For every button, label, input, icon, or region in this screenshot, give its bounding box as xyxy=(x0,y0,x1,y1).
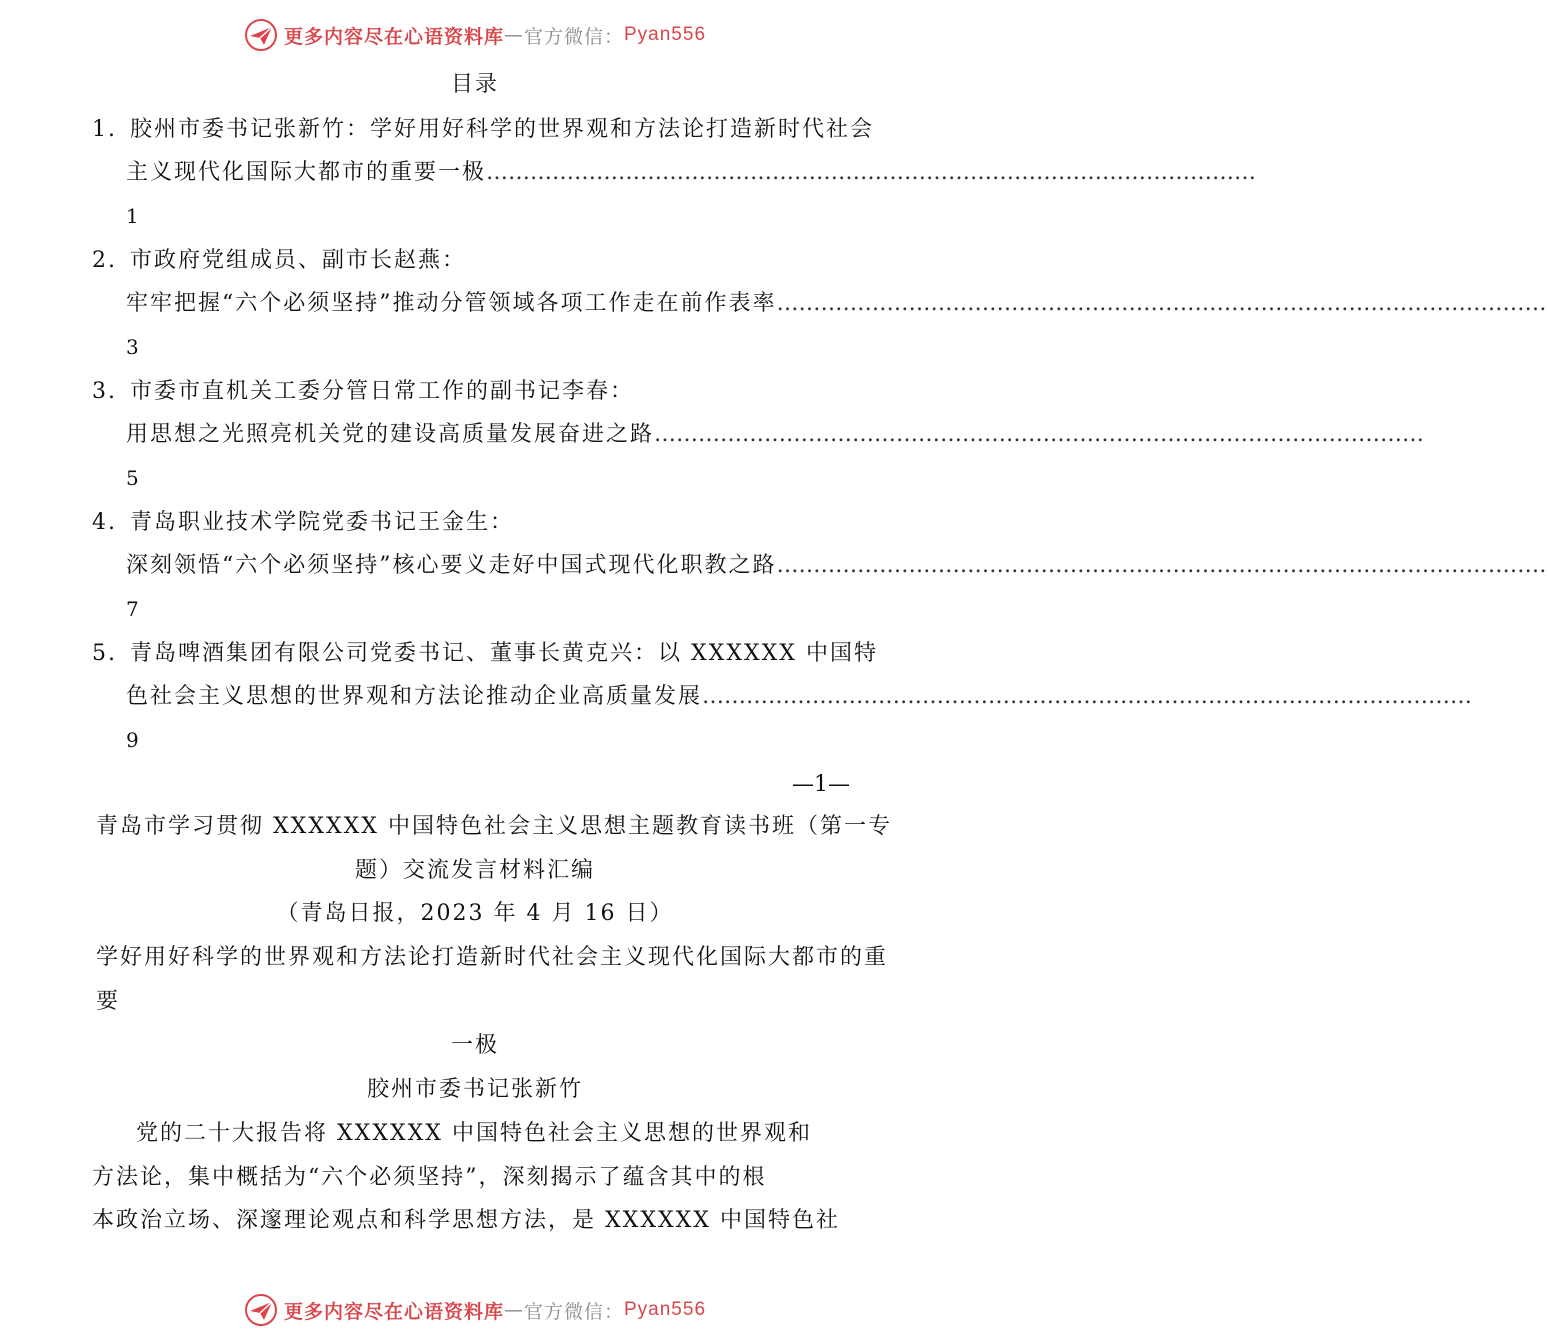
toc-item-page: 1 xyxy=(126,204,139,228)
toc-item-title: 深刻领悟“六个必须坚持”核心要义走好中国式现代化职教之路 xyxy=(126,553,777,578)
toc-item-page: 3 xyxy=(126,335,139,359)
toc-item-title: 牢牢把握“六个必须坚持”推动分管领域各项工作走在前作表率 xyxy=(126,291,777,316)
watermark-wechat-label: 官方微信： xyxy=(523,1300,624,1323)
page-number: —1— xyxy=(792,772,850,797)
toc-item-line1: 青岛啤酒集团有限公司党委书记、董事长黄克兴：以 XXXXXX 中国特 xyxy=(130,641,878,666)
toc-item-line2 xyxy=(126,682,1473,712)
toc-item-line2 xyxy=(126,289,1547,319)
watermark-site-text: 更多内容尽在心语资料库 xyxy=(283,1300,504,1323)
toc-item-line2 xyxy=(126,551,1547,581)
watermark-dash: — xyxy=(503,1299,524,1321)
watermark-wechat-id: Pyan556 xyxy=(624,1299,707,1320)
article-title-line1: 学好用好科学的世界观和方法论打造新时代社会主义现代化国际大都市的重 xyxy=(96,945,889,970)
watermark-wechat-id: Pyan556 xyxy=(624,24,707,45)
toc-item-line1: 青岛职业技术学院党委书记王金生： xyxy=(130,510,515,535)
document-heading-line1: 青岛市学习贯彻 XXXXXX 中国特色社会主义思想主题教育读书班（第一专 xyxy=(96,814,892,839)
watermark-site-text: 更多内容尽在心语资料库 xyxy=(283,25,504,48)
toc-item-title: 用思想之光照亮机关党的建设高质量发展奋进之路 xyxy=(126,422,655,447)
watermark-dash: — xyxy=(503,24,524,46)
watermark-banner-bottom xyxy=(0,1290,950,1330)
watermark-wechat-label: 官方微信： xyxy=(523,25,624,48)
paper-plane-logo-icon xyxy=(244,1293,278,1327)
article-title-line2: 要 xyxy=(96,989,121,1014)
toc-item-number: 1. xyxy=(92,117,117,142)
toc-leader-dots: …………………………………………………………………………………………… xyxy=(702,684,1473,709)
toc-item-line1: 市政府党组成员、副市长赵燕： xyxy=(130,248,467,273)
toc-item-line1: 市委市直机关工委分管日常工作的副书记李春： xyxy=(130,379,635,404)
toc-item-number: 3. xyxy=(92,379,117,404)
toc-leader-dots: …………………………………………………………………………………………… xyxy=(486,160,1257,185)
toc-item-page: 7 xyxy=(126,597,139,621)
article-title-line3: 一极 xyxy=(450,1033,499,1058)
toc-item-page: 9 xyxy=(126,728,139,752)
toc-item-page: 5 xyxy=(126,466,139,490)
article-author: 胶州市委书记张新竹 xyxy=(366,1077,583,1102)
toc-item-title: 主义现代化国际大都市的重要一极 xyxy=(126,160,487,185)
toc-item-title: 色社会主义思想的世界观和方法论推动企业高质量发展 xyxy=(126,684,703,709)
paper-plane-logo-icon xyxy=(244,18,278,52)
toc-item-number: 5. xyxy=(92,641,117,666)
body-paragraph-line: 方法论，集中概括为“六个必须坚持”，深刻揭示了蕴含其中的根 xyxy=(92,1165,767,1190)
document-heading-line2: 题）交流发言材料汇编 xyxy=(354,858,595,883)
toc-item-number: 2. xyxy=(92,248,117,273)
toc-leader-dots: …………………………………………………………………………………………… xyxy=(654,422,1425,447)
body-paragraph-line: 党的二十大报告将 XXXXXX 中国特色社会主义思想的世界观和 xyxy=(136,1121,812,1146)
toc-item-line2 xyxy=(126,158,1257,188)
toc-item-number: 4. xyxy=(92,510,117,535)
document-source: （青岛日报，2023 年 4 月 16 日） xyxy=(276,901,674,926)
toc-item-line2 xyxy=(126,420,1425,450)
toc-leader-dots: …………………………………………………………………………………………… xyxy=(776,553,1547,578)
toc-leader-dots: …………………………………………………………………………………………… xyxy=(776,291,1547,316)
toc-title: 目录 xyxy=(450,72,499,97)
toc-item-line1: 胶州市委书记张新竹：学好用好科学的世界观和方法论打造新时代社会 xyxy=(130,117,875,142)
watermark-banner-top xyxy=(0,15,950,55)
body-paragraph-line: 本政治立场、深邃理论观点和科学思想方法，是 XXXXXX 中国特色社 xyxy=(92,1208,840,1233)
